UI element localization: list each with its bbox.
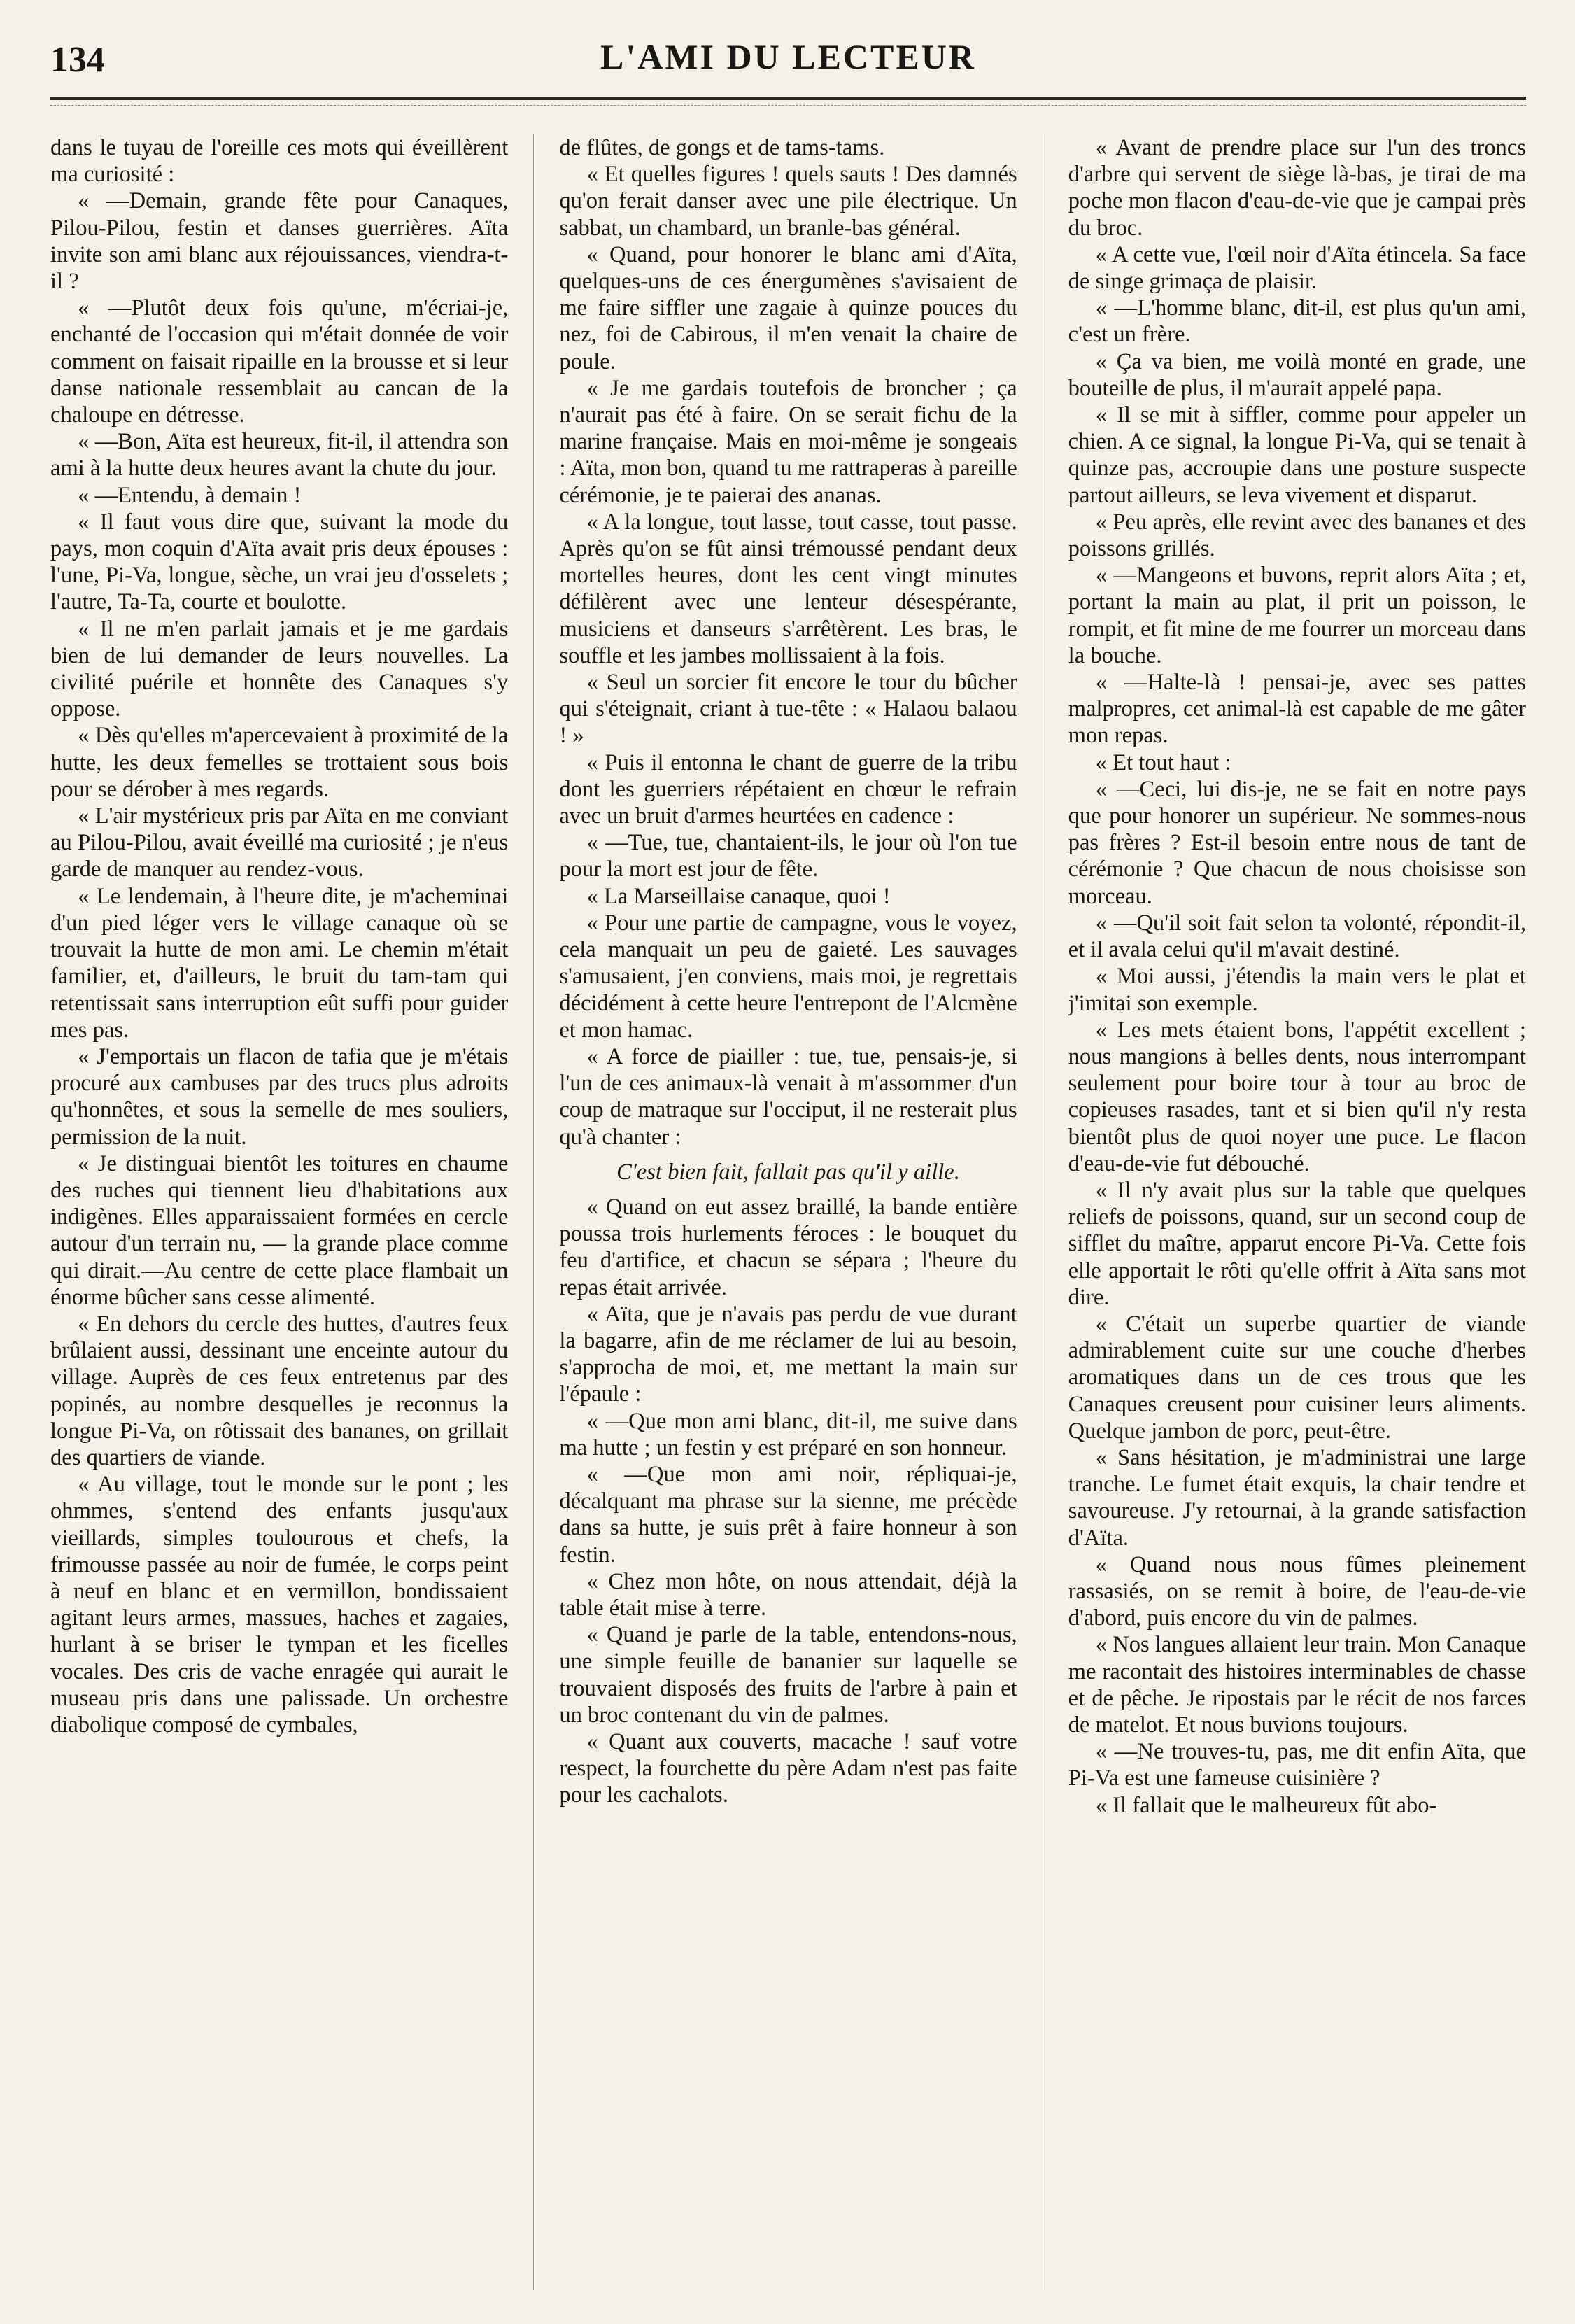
paragraph: « Quand on eut assez braillé, la bande entière poussa trois hurlements féroces : le bouquet du feu d'artifice, et chacun se sépara ; l'heure du repas était arrivée. (559, 1194, 1017, 1300)
page-number: 134 (50, 40, 105, 80)
paragraph: « —Qu'il soit fait selon ta volonté, répondit-il, et il avala celui qu'il m'avait destiné. (1068, 910, 1526, 963)
paragraph: « —Halte-là ! pensai-je, avec ses pattes malpropres, cet animal-là est capable de me gâter mon repas. (1068, 670, 1526, 749)
text-column-2 (559, 134, 1017, 2290)
paragraph: « —Ne trouves-tu, pas, me dit enfin Aïta, que Pi-Va est une fameuse cuisinière ? (1068, 1739, 1526, 1791)
paragraph: « —Que mon ami blanc, dit-il, me suive dans ma hutte ; un festin y est préparé en son honneur. (559, 1408, 1017, 1460)
running-title: L'AMI DU LECTEUR (600, 37, 976, 76)
paragraph: « Il fallait que le malheureux fût abo- (1095, 1792, 1437, 1818)
paragraph: « Puis il entonna le chant de guerre de la tribu dont les guerriers répétaient en chœur le refrain avec un bruit d'armes heurtées en cadence : (559, 749, 1017, 829)
paragraph: « Moi aussi, j'étendis la main vers le plat et j'imitai son exemple. (1068, 964, 1526, 1016)
paragraph: « A force de piailler : tue, tue, pensais-je, si l'un de ces animaux-là venait à m'assommer d'un coup de matraque sur l'occiput, il ne resterait plus qu'à chanter : (559, 1043, 1017, 1150)
paragraph: « Quand je parle de la table, entendons-nous, une simple feuille de bananier sur laquelle se trouvaient disposés des fruits de l'arbre à pain et un broc contenant du vin de palmes. (559, 1622, 1017, 1728)
paragraph: dans le tuyau de l'oreille ces mots qui éveillèrent ma curiosité : (50, 135, 509, 188)
paragraph: « —L'homme blanc, dit-il, est plus qu'un ami, c'est un frère. (1068, 295, 1526, 348)
paragraph: « Et quelles figures ! quels sauts ! Des damnés qu'on ferait danser avec une pile électrique. Un sabbat, un chambard, un branle-bas général. (559, 162, 1017, 241)
paragraph: « Quant aux couverts, macache ! sauf votre respect, la fourchette du père Adam n'est pas faite pour les cachalots. (559, 1728, 1017, 1808)
paragraph: « Avant de prendre place sur l'un des troncs d'arbre qui servent de siège là-bas, je tirai de ma poche mon flacon d'eau-de-vie que je campai près du broc. (1068, 135, 1526, 241)
paragraph: « A la longue, tout lasse, tout casse, tout passe. Après qu'on se fût ainsi trémoussé pendant deux mortelles heures, dont les cent vingt minutes défilèrent avec une lenteur désespérante, musiciens et danseurs s'arrêtèrent. Les bras, le souffle et les jambes mollissaient à la fois. (559, 509, 1017, 668)
page-header (50, 28, 1526, 84)
paragraph: « Quand nous nous fûmes pleinement rassasiés, on se remit à boire, de l'eau-de-vie d'abord, puis encore du vin de palmes. (1068, 1551, 1526, 1631)
paragraph: « L'air mystérieux pris par Aïta en me conviant au Pilou-Pilou, avait éveillé ma curiosité ; je n'eus garde de manquer au rendez-vous. (50, 803, 509, 882)
paragraph: « —Tue, tue, chantaient-ils, le jour où l'on tue pour la mort est jour de fête. (559, 830, 1017, 882)
paragraph: « Je me gardais toutefois de broncher ; ça n'aurait pas été à faire. On se serait fichu de la marine française. Mais en moi-même je songeais : Aïta, mon bon, quand tu me rattraperas à pareille cérémonie, je te paierai des ananas. (559, 375, 1017, 508)
paragraph: C'est bien fait, fallait pas qu'il y aille. (616, 1159, 960, 1185)
header-rule (50, 97, 1526, 100)
paragraph: « Je distinguai bientôt les toitures en chaume des ruches qui tiennent lieu d'habitations aux indigènes. Elles apparaissaient formées en cercle autour d'un terrain nu, — la grande place comme qui dirait.—Au centre de cette place flambait un énorme bûcher sans cesse alimenté. (50, 1150, 509, 1310)
text-column-3 (1068, 134, 1526, 2290)
paragraph: « Aïta, que je n'avais pas perdu de vue durant la bagarre, afin de me réclamer de lui au besoin, s'approcha de moi, et, me mettant la main sur l'épaule : (559, 1301, 1017, 1407)
paragraph: « J'emportais un flacon de tafia que je m'étais procuré aux cambuses par des trucs plus adroits qu'honnêtes, et sous la semelle de mes souliers, permission de la nuit. (50, 1043, 509, 1150)
paragraph: « En dehors du cercle des huttes, d'autres feux brûlaient aussi, dessinant une enceinte autour du village. Auprès de ces feux entretenus par des popinés, au nombre desquelles je reconnus la longue Pi-Va, on rôtissait des bananes, on grillait des quartiers de viande. (50, 1311, 509, 1470)
paragraph: « Chez mon hôte, on nous attendait, déjà la table était mise à terre. (559, 1568, 1017, 1621)
paragraph: « Nos langues allaient leur train. Mon Canaque me racontait des histoires interminables de chasse et de pêche. Je ripostais par le récit de nos farces de matelot. Et nous buvions toujours. (1068, 1632, 1526, 1738)
paragraph: « Il n'y avait plus sur la table que quelques reliefs de poissons, quand, sur un second coup de sifflet du maître, apparut encore Pi-Va. Cette fois elle apportait le rôti qu'elle offrit à Aïta sans mot dire. (1068, 1177, 1526, 1310)
paragraph: « Il faut vous dire que, suivant la mode du pays, mon coquin d'Aïta avait pris deux épouses : l'une, Pi-Va, longue, sèche, un vrai jeu d'osselets ; l'autre, Ta-Ta, courte et boulotte. (50, 509, 509, 615)
paragraph: « Ça va bien, me voilà monté en grade, une bouteille de plus, il m'aurait appelé papa. (1068, 348, 1526, 401)
paragraph: « —Ceci, lui dis-je, ne se fait en notre pays que pour honorer un supérieur. Ne sommes-nous pas frères ? Est-il besoin entre nous de tant de cérémonie ? Que chacun de nous choisisse son morceau. (1068, 776, 1526, 909)
paragraph: « Les mets étaient bons, l'appétit excellent ; nous mangions à belles dents, nous interrompant seulement pour boire tour à tour au broc de copieuses rasades, tant et si bien qu'il n'y resta bientôt plus de quoi noyer une puce. Le flacon d'eau-de-vie fut débouché. (1068, 1017, 1526, 1176)
paragraph: « —Entendu, à demain ! (78, 482, 302, 508)
paragraph: « —Plutôt deux fois qu'une, m'écriai-je, enchanté de l'occasion qui m'était donnée de voir comment on faisait ripaille en la brousse et si leur danse nationale ressemblait au cancan de la chaloupe en détresse. (50, 295, 509, 428)
paragraph: « Le lendemain, à l'heure dite, je m'acheminai d'un pied léger vers le village canaque où se trouvait la hutte de mon ami. Le chemin m'était familier, et, d'ailleurs, le bruit du tam-tam qui retentissait sans interruption eût suffi pour guider mes pas. (50, 883, 509, 1043)
paragraph: « Sans hésitation, je m'administrai une large tranche. Le fumet était exquis, la chair tendre et savoureuse. J'y retournai, à la grande satisfaction d'Aïta. (1068, 1444, 1526, 1551)
paragraph: « —Mangeons et buvons, reprit alors Aïta ; et, portant la main au plat, il prit un poisson, le rompit, et fit mine de me fourrer un morceau dans la bouche. (1068, 563, 1526, 668)
paragraph: « Il se mit à siffler, comme pour appeler un chien. A ce signal, la longue Pi-Va, qui se tenait à quinze pas, accroupie dans une posture suspecte partout ailleurs, se leva vivement et disparut. (1068, 402, 1526, 508)
paragraph: « Dès qu'elles m'apercevaient à proximité de la hutte, les deux femelles se trottaient sous bois pour se dérober à mes regards. (50, 723, 509, 802)
paragraph: « —Que mon ami noir, répliquai-je, décalquant ma phrase sur la sienne, me précède dans sa hutte, je suis prêt à faire honneur à son festin. (559, 1461, 1017, 1568)
paragraph: « —Bon, Aïta est heureux, fit-il, il attendra son ami à la hutte deux heures avant la chute du jour. (50, 429, 509, 481)
paragraph: « Peu après, elle revint avec des bananes et des poissons grillés. (1068, 509, 1526, 562)
paragraph: « Et tout haut : (1095, 749, 1231, 775)
paragraph: « A cette vue, l'œil noir d'Aïta étincela. Sa face de singe grimaça de plaisir. (1068, 241, 1526, 295)
text-column-1 (50, 134, 508, 2290)
paragraph: « Pour une partie de campagne, vous le voyez, cela manquait un peu de gaieté. Les sauvages s'amusaient, j'en conviens, mais moi, je regrettais décidément à cette heure l'entrepont de l'Alcmène et mon hamac. (559, 910, 1017, 1043)
column-divider (533, 134, 534, 2290)
paragraph: « —Demain, grande fête pour Canaques, Pilou-Pilou, festin et danses guerrières. Aïta invite son ami blanc aux réjouissances, viendra-t-il ? (50, 188, 509, 295)
paragraph: « Il ne m'en parlait jamais et je me gardais bien de lui demander de leurs nouvelles. La civilité puérile et honnête des Canaques s'y oppose. (50, 616, 509, 722)
paragraph: « C'était un superbe quartier de viande admirablement cuite sur une couche d'herbes aromatiques dans un de ces trous que les Canaques creusent pour cuisiner leurs aliments. Quelque jambon de porc, peut-être. (1068, 1311, 1526, 1444)
paragraph: « Au village, tout le monde sur le pont ; les ohmmes, s'entend des enfants jusqu'aux vieillards, simples toulourous et chefs, la frimousse passée au noir de fumée, le corps peint à neuf en blanc et en vermillon, bondissaient agitant leurs armes, massues, haches et zagaies, hurlant à se briser le tympan et les ficelles vocales. Des cris de vache enragée qui aurait le museau pris dans une palissade. Un orchestre diabolique composé de cymbales, (50, 1472, 509, 1738)
paragraph: « La Marseillaise canaque, quoi ! (586, 883, 891, 909)
paragraph: de flûtes, de gongs et de tams-tams. (559, 135, 885, 160)
paragraph: « Seul un sorcier fit encore le tour du bûcher qui s'éteignait, criant à tue-tête : « Halaou balaou ! » (559, 670, 1017, 749)
header-rule-dashed (50, 105, 1526, 106)
paragraph: « Quand, pour honorer le blanc ami d'Aïta, quelques-uns de ces énergumènes s'avisaient de me faire siffler une zagaie à quinze pouces du nez, foi de Cabirous, il m'en venait la chaire de poule. (559, 241, 1017, 374)
text-columns (50, 134, 1526, 2290)
